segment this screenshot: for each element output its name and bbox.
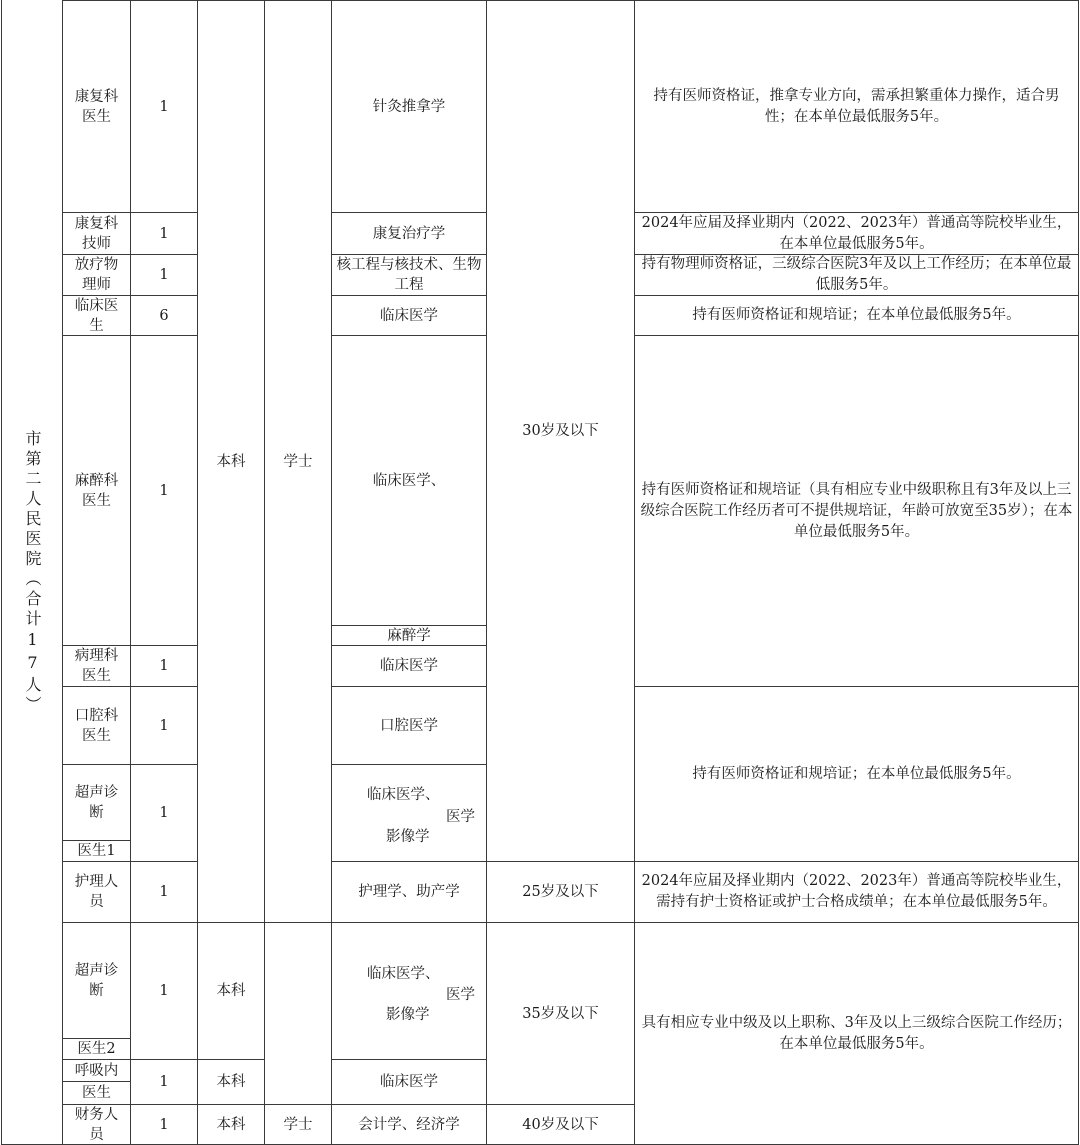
border-right <box>1078 0 1079 1145</box>
major-ultrasound2-line3: 影像学 <box>386 1007 430 1023</box>
count-ultrasound1: 1 <box>159 805 169 821</box>
count-respiratory: 1 <box>159 1074 169 1090</box>
count-clinical-doctor: 6 <box>159 307 169 324</box>
major-anesthesia: 临床医学、 <box>372 472 446 489</box>
education-ultrasound2: 本科 <box>216 983 246 999</box>
position-pathology-doctor: 病理科医生 <box>74 648 119 684</box>
age-finance: 40岁及以下 <box>522 1116 599 1133</box>
degree-main: 学士 <box>283 453 313 470</box>
major-oral-doctor: 口腔医学 <box>380 717 438 734</box>
position-ultrasound2: 超声诊断 <box>74 962 119 999</box>
requirement-oral-ultrasound: 持有医师资格证和规培证；在本单位最低服务5年。 <box>692 765 1021 782</box>
requirement-nurse: 2024年应届及择业期内（2022、2023年）普通高等院校毕业生，需持有护士资格证或护士合格成绩单；在本单位最低服务5年。 <box>641 873 1072 910</box>
count-radiotherapy: 1 <box>159 267 169 283</box>
age-senior: 35岁及以下 <box>522 1005 599 1022</box>
major-clinical-doctor: 临床医学 <box>380 307 438 324</box>
major-ultrasound1-line2: 医学 <box>446 809 475 825</box>
major-nurse: 护理学、助产学 <box>358 884 460 900</box>
position-anesthesia-doctor: 麻醉科医生 <box>74 472 119 509</box>
position-ultrasound2-suffix: 医生2 <box>77 1041 116 1057</box>
position-respiratory-suffix: 医生 <box>82 1085 111 1101</box>
position-ultrasound1: 超声诊断 <box>74 784 119 821</box>
major-radiotherapy: 核工程与核技术、生物工程 <box>336 257 482 293</box>
requirement-anesthesia-pathology: 持有医师资格证和规培证（具有相应专业中级职称且有3年及以上三级综合医院工作经历者可不提供规培证，年龄可放宽至35岁）；在本单位最低服务5年。 <box>640 481 1073 540</box>
count-kangfu-doctor: 1 <box>159 98 169 115</box>
count-nurse: 1 <box>159 884 169 900</box>
position-oral-doctor: 口腔科医生 <box>74 707 119 744</box>
position-clinical-doctor: 临床医生 <box>74 297 119 334</box>
major-respiratory: 临床医学 <box>380 1074 438 1090</box>
major-kangfu-doctor: 针灸推拿学 <box>372 98 446 115</box>
age-nurse: 25岁及以下 <box>522 884 599 900</box>
requirement-clinical-doctor: 持有医师资格证和规培证；在本单位最低服务5年。 <box>692 307 1021 323</box>
education-main: 本科 <box>216 453 246 470</box>
major-ultrasound2-line2: 医学 <box>446 987 475 1003</box>
education-finance: 本科 <box>216 1116 246 1133</box>
position-ultrasound1-suffix: 医生1 <box>77 843 116 859</box>
position-finance: 财务人员 <box>74 1106 119 1143</box>
count-ultrasound2: 1 <box>159 983 169 999</box>
major-ultrasound1-line1: 临床医学、 <box>367 787 440 803</box>
unit-name: 市第二人民医院（合计17人） <box>23 429 42 716</box>
position-kangfu-tech: 康复科技师 <box>74 215 119 252</box>
requirement-radiotherapy: 持有物理师资格证，三级综合医院3年及以上工作经历；在本单位最低服务5年。 <box>641 256 1072 293</box>
major-ultrasound1-line3: 影像学 <box>386 829 430 845</box>
position-respiratory: 呼吸内 <box>74 1062 119 1079</box>
position-radiotherapy: 放疗物理师 <box>74 257 119 293</box>
education-respiratory: 本科 <box>216 1074 246 1090</box>
major-pathology-doctor: 临床医学 <box>380 658 438 674</box>
position-nurse: 护理人员 <box>74 874 119 910</box>
major-kangfu-tech: 康复治疗学 <box>372 225 446 242</box>
requirement-kangfu-tech: 2024年应届及择业期内（2022、2023年）普通高等院校毕业生，在本单位最低服务5年。 <box>641 214 1072 252</box>
major-finance: 会计学、经济学 <box>358 1116 460 1133</box>
position-kangfu-doctor: 康复科医生 <box>74 88 119 125</box>
count-pathology-doctor: 1 <box>159 658 169 674</box>
major-ultrasound2 <box>332 923 486 1059</box>
count-oral-doctor: 1 <box>159 717 169 734</box>
major-ultrasound1 <box>332 765 486 861</box>
requirement-kangfu-doctor: 持有医师资格证，推拿专业方向，需承担繁重体力操作，适合男性；在本单位最低服务5年。 <box>653 87 1060 125</box>
major-ultrasound2-line1: 临床医学、 <box>367 966 440 982</box>
major-anesthesia-suffix: 麻醉学 <box>387 627 431 644</box>
age-main: 30岁及以下 <box>522 423 599 439</box>
count-finance: 1 <box>159 1116 169 1133</box>
count-kangfu-tech: 1 <box>159 225 169 242</box>
count-anesthesia-doctor: 1 <box>159 482 169 499</box>
requirement-senior: 具有相应专业中级及以上职称、3年及以上三级综合医院工作经历；在本单位最低服务5年。 <box>641 1014 1072 1052</box>
degree-finance: 学士 <box>283 1116 313 1133</box>
